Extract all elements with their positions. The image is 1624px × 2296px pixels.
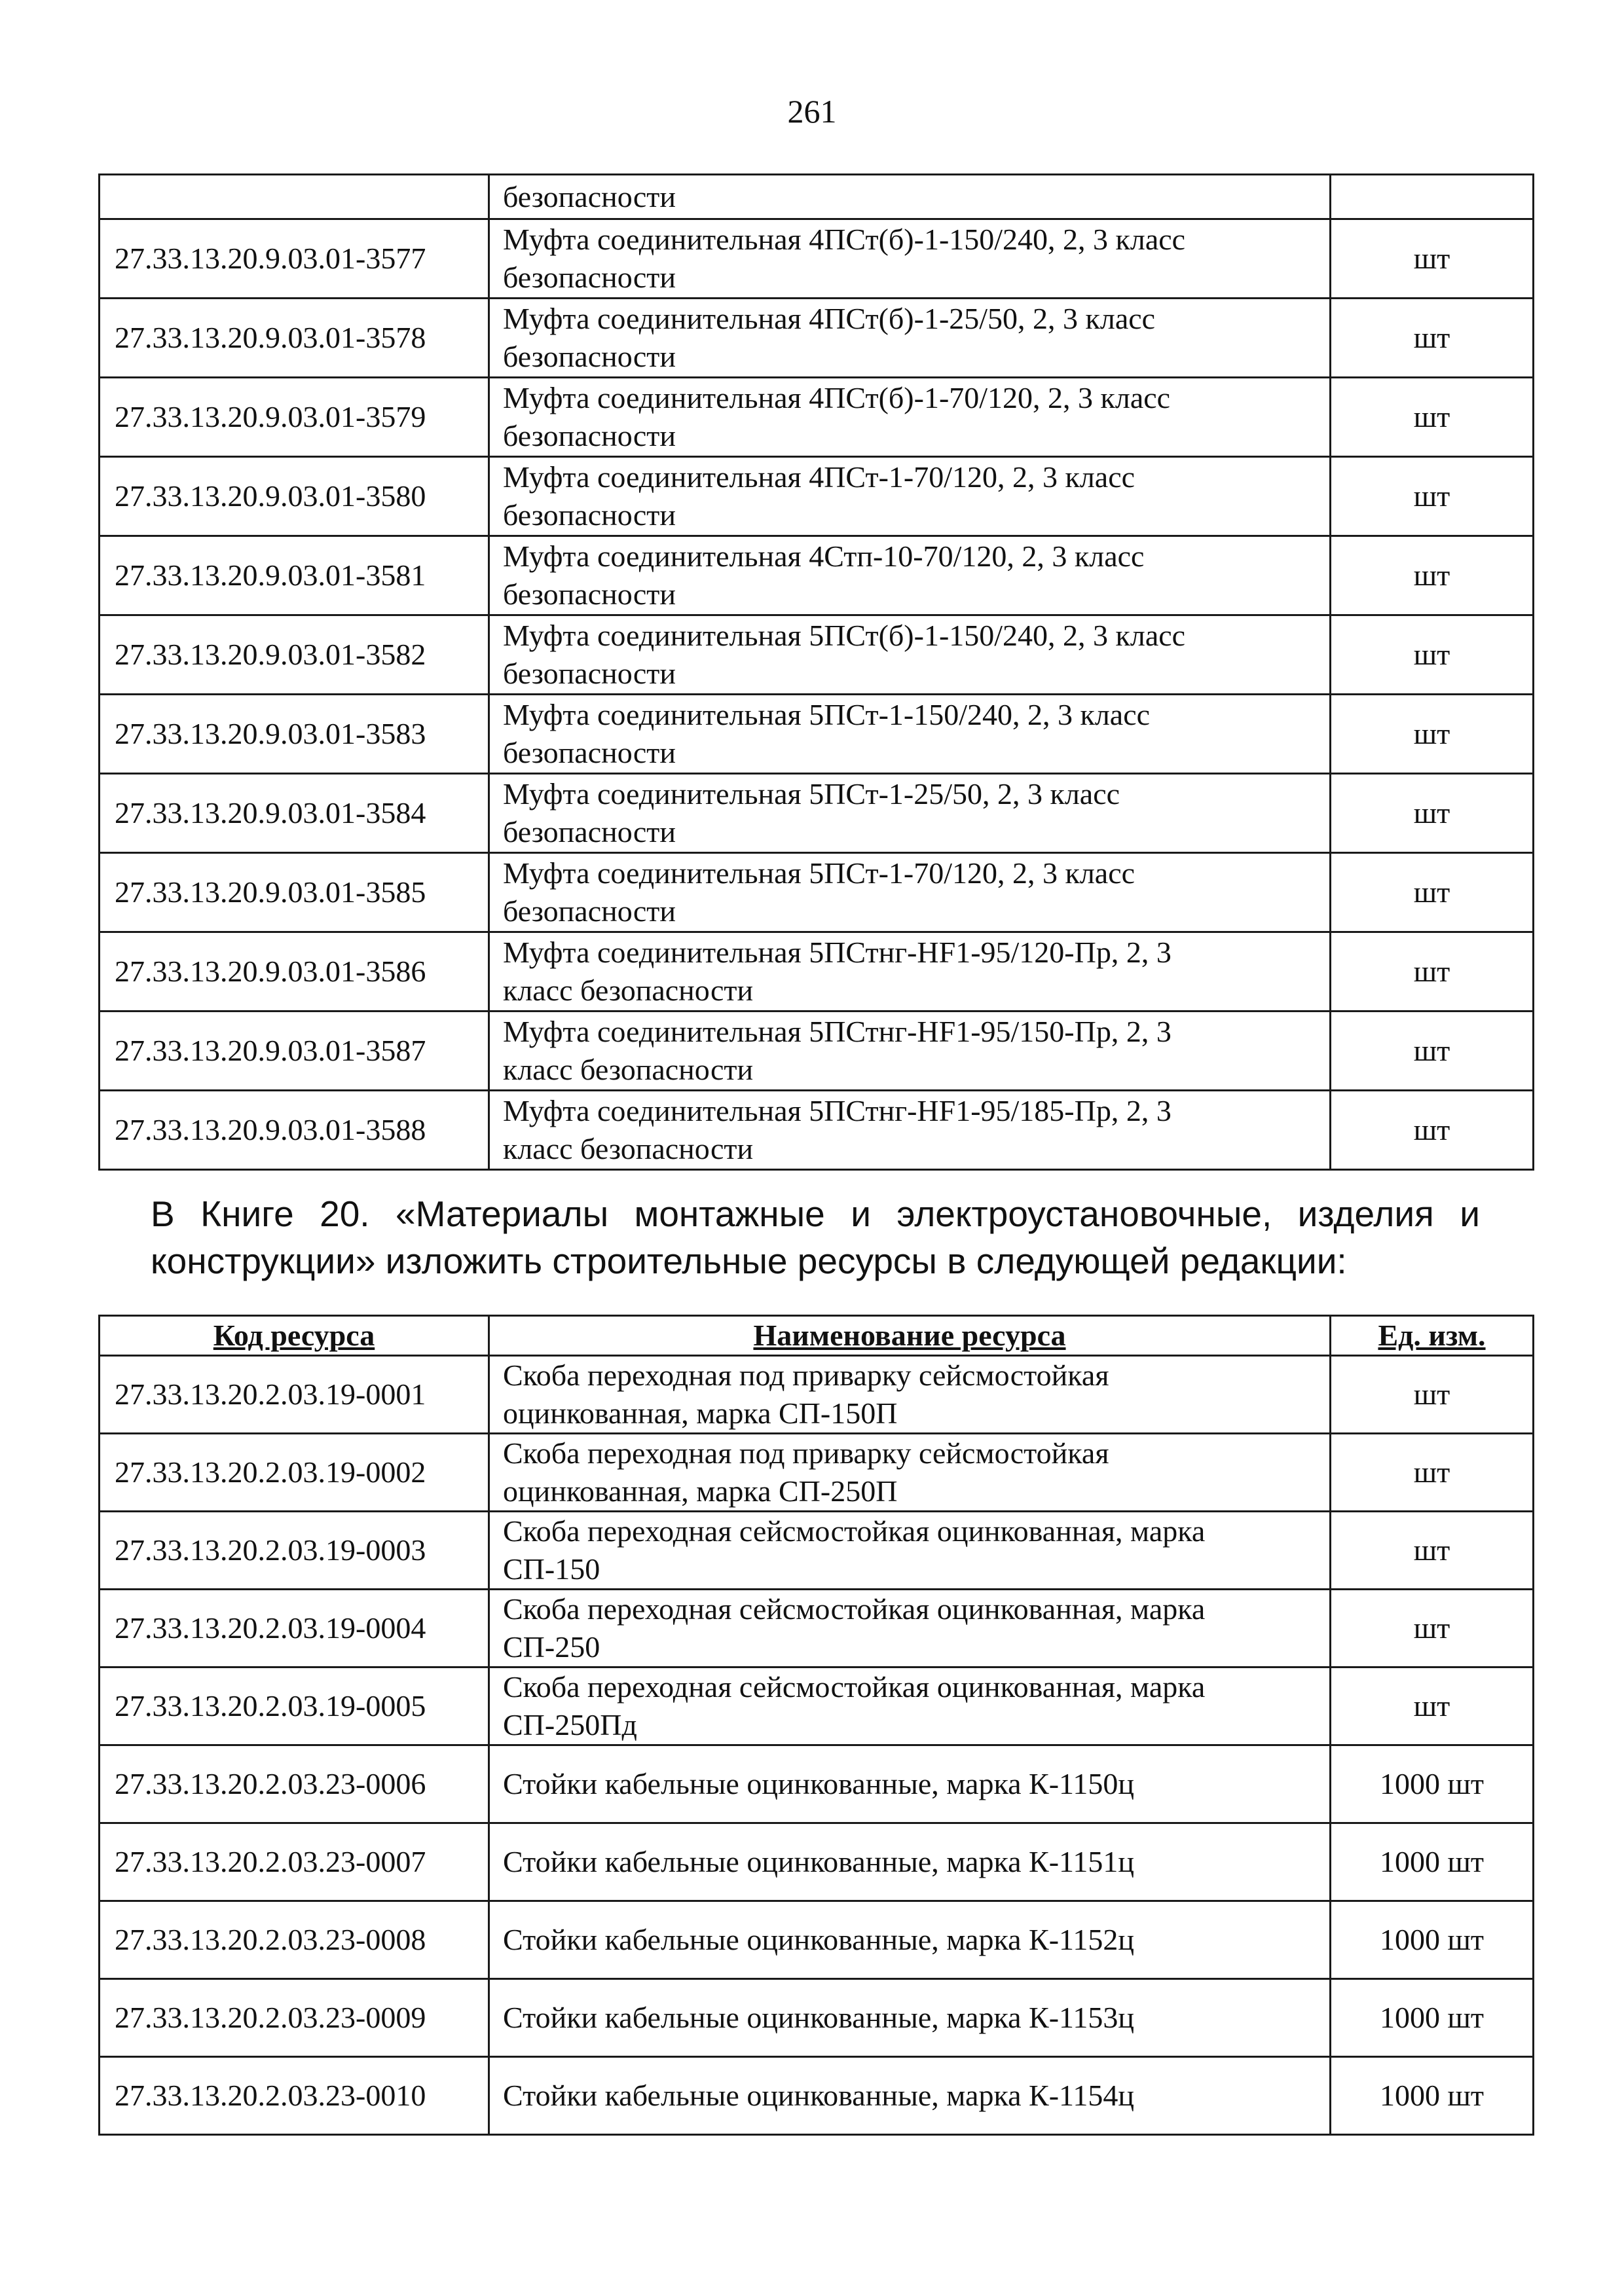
resource-unit-cell: шт (1331, 536, 1534, 615)
resources-table-continued (98, 173, 1534, 1171)
column-header-code: Код ресурса (100, 1316, 489, 1356)
table-row (100, 853, 1534, 932)
resource-code-cell: 27.33.13.20.9.03.01-3586 (100, 932, 489, 1011)
resource-name-line: безопасности (503, 577, 676, 611)
resource-unit-cell: шт (1331, 378, 1534, 457)
resource-code-cell: 27.33.13.20.2.03.23-0009 (100, 1979, 489, 2057)
resource-code-cell: 27.33.13.20.2.03.19-0002 (100, 1434, 489, 1512)
resource-code-cell: 27.33.13.20.2.03.19-0003 (100, 1512, 489, 1590)
resource-unit-cell (1331, 175, 1534, 219)
table-row (100, 1011, 1534, 1091)
resource-name-line: Муфта соединительная 4ПСт(б)-1-25/50, 2, 3 класс (503, 302, 1156, 335)
resource-name-cell (489, 774, 1331, 853)
resource-name-line: класс безопасности (503, 974, 754, 1007)
table-header-row (100, 1316, 1534, 1356)
resource-unit-cell: 1000 шт (1331, 2057, 1534, 2135)
resource-unit-cell: шт (1331, 1091, 1534, 1170)
resource-unit-cell: шт (1331, 1512, 1534, 1590)
resource-code-cell: 27.33.13.20.9.03.01-3577 (100, 219, 489, 299)
resource-name-cell (489, 536, 1331, 615)
resource-code-cell: 27.33.13.20.9.03.01-3585 (100, 853, 489, 932)
resource-name-line: безопасности (503, 657, 676, 690)
resource-name-cell (489, 299, 1331, 378)
resource-name-cell (489, 1434, 1331, 1512)
table-row (100, 1979, 1534, 2057)
resource-name-cell (489, 1667, 1331, 1745)
column-header-name: Наименование ресурса (489, 1316, 1331, 1356)
table-row (100, 457, 1534, 536)
resource-name-cell (489, 615, 1331, 695)
resource-name-line: Муфта соединительная 5ПСтнг-HF1-95/150-Пр, 2, 3 (503, 1015, 1172, 1048)
resource-code-cell: 27.33.13.20.9.03.01-3581 (100, 536, 489, 615)
resource-code-cell: 27.33.13.20.2.03.23-0006 (100, 1745, 489, 1823)
resource-code-cell: 27.33.13.20.9.03.01-3582 (100, 615, 489, 695)
resource-code-cell: 27.33.13.20.2.03.19-0001 (100, 1356, 489, 1434)
resource-name-cell: Стойки кабельные оцинкованные, марка К-1154ц (489, 2057, 1331, 2135)
table-row (100, 536, 1534, 615)
table-row (100, 299, 1534, 378)
resource-unit-cell: шт (1331, 1011, 1534, 1091)
resource-name-line: безопасности (503, 261, 676, 294)
resource-name-cell: Стойки кабельные оцинкованные, марка К-1152ц (489, 1901, 1331, 1979)
resource-unit-cell: шт (1331, 932, 1534, 1011)
resource-code-cell: 27.33.13.20.2.03.19-0004 (100, 1590, 489, 1667)
resource-name-line: безопасности (503, 340, 676, 373)
resource-name-line: СП-150 (503, 1552, 600, 1586)
table-row (100, 2057, 1534, 2135)
column-header-unit: Ед. изм. (1331, 1316, 1534, 1356)
resource-name-cell (489, 457, 1331, 536)
resource-unit-cell: шт (1331, 853, 1534, 932)
table-row (100, 1745, 1534, 1823)
resource-name-line: Муфта соединительная 5ПСт-1-150/240, 2, 3 класс (503, 698, 1151, 731)
table-row (100, 219, 1534, 299)
resource-code-cell: 27.33.13.20.2.03.23-0007 (100, 1823, 489, 1901)
table-row (100, 1667, 1534, 1745)
resource-name-line: безопасности (503, 736, 676, 769)
resource-name-line: Муфта соединительная 5ПСт-1-25/50, 2, 3 класс (503, 777, 1120, 811)
resource-code-cell: 27.33.13.20.2.03.23-0008 (100, 1901, 489, 1979)
resource-unit-cell: шт (1331, 299, 1534, 378)
resource-name-cell (489, 1011, 1331, 1091)
resource-name-cell (489, 695, 1331, 774)
resource-code-cell: 27.33.13.20.2.03.19-0005 (100, 1667, 489, 1745)
resource-name-line: СП-250 (503, 1630, 600, 1664)
resource-name-line: оцинкованная, марка СП-250П (503, 1474, 898, 1508)
resource-code-cell (100, 175, 489, 219)
resource-unit-cell: 1000 шт (1331, 1745, 1534, 1823)
resource-unit-cell: шт (1331, 1356, 1534, 1434)
resource-unit-cell: 1000 шт (1331, 1823, 1534, 1901)
resource-name-cell (489, 1590, 1331, 1667)
resource-name-cell: Стойки кабельные оцинкованные, марка К-1153ц (489, 1979, 1331, 2057)
resource-name-line: Муфта соединительная 5ПСт-1-70/120, 2, 3 класс (503, 856, 1135, 890)
resource-name-line: Муфта соединительная 4ПСт(б)-1-70/120, 2, 3 класс (503, 381, 1171, 414)
resource-unit-cell: шт (1331, 219, 1534, 299)
resource-name-cell (489, 932, 1331, 1011)
resource-name-cell: Стойки кабельные оцинкованные, марка К-1151ц (489, 1823, 1331, 1901)
resource-name-line: безопасности (503, 419, 676, 452)
resources-table-book20 (98, 1315, 1534, 2136)
table-row (100, 695, 1534, 774)
resource-unit-cell: шт (1331, 1667, 1534, 1745)
resource-code-cell: 27.33.13.20.9.03.01-3579 (100, 378, 489, 457)
table-row (100, 1823, 1534, 1901)
resource-name-line: оцинкованная, марка СП-150П (503, 1396, 898, 1430)
resource-name-line: Скоба переходная сейсмостойкая оцинкованная, марка (503, 1670, 1206, 1704)
resource-unit-cell: шт (1331, 615, 1534, 695)
resource-name-cell (489, 378, 1331, 457)
resource-name-cell (489, 1512, 1331, 1590)
resource-name-line: класс безопасности (503, 1132, 754, 1165)
resource-name-line: Скоба переходная под приварку сейсмостойкая (503, 1436, 1109, 1470)
page-number: 261 (787, 93, 837, 130)
resource-unit-cell: 1000 шт (1331, 1979, 1534, 2057)
resource-name-line: СП-250Пд (503, 1708, 637, 1741)
resource-name-line: безопасности (503, 815, 676, 848)
table-row (100, 1512, 1534, 1590)
resource-name-cell: безопасности (489, 175, 1331, 219)
resource-name-cell (489, 219, 1331, 299)
resource-unit-cell: 1000 шт (1331, 1901, 1534, 1979)
resource-unit-cell: шт (1331, 1434, 1534, 1512)
table-row (100, 615, 1534, 695)
resource-name-line: Скоба переходная под приварку сейсмостойкая (503, 1358, 1109, 1392)
resource-code-cell: 27.33.13.20.9.03.01-3587 (100, 1011, 489, 1091)
resource-code-cell: 27.33.13.20.9.03.01-3580 (100, 457, 489, 536)
table-row (100, 1901, 1534, 1979)
resource-code-cell: 27.33.13.20.9.03.01-3588 (100, 1091, 489, 1170)
table-row (100, 1091, 1534, 1170)
table-row (100, 774, 1534, 853)
table-row (100, 1434, 1534, 1512)
resource-name-line: Муфта соединительная 4ПСт(б)-1-150/240, 2, 3 класс (503, 223, 1186, 256)
resource-name-line: класс безопасности (503, 1053, 754, 1086)
resource-unit-cell: шт (1331, 774, 1534, 853)
table-row (100, 1356, 1534, 1434)
resource-name-line: Муфта соединительная 4ПСт-1-70/120, 2, 3 класс (503, 460, 1135, 494)
intro-paragraph: В Книге 20. «Материалы монтажные и электроустановочные, изделия и конструкции» изложить строительные ресурсы в следующей редакции: (151, 1194, 1480, 1281)
resource-name-line: Скоба переходная сейсмостойкая оцинкованная, марка (503, 1592, 1206, 1626)
resource-name-cell (489, 1356, 1331, 1434)
resource-name-line: Муфта соединительная 5ПСтнг-HF1-95/185-Пр, 2, 3 (503, 1094, 1172, 1127)
table-row (100, 1590, 1534, 1667)
resource-unit-cell: шт (1331, 695, 1534, 774)
table-row-continuation (100, 175, 1534, 219)
resource-name-line: безопасности (503, 498, 676, 532)
resource-name-line: Муфта соединительная 4Стп-10-70/120, 2, 3 класс (503, 539, 1145, 573)
resource-name-line: Муфта соединительная 5ПСт(б)-1-150/240, 2, 3 класс (503, 619, 1186, 652)
resource-unit-cell: шт (1331, 1590, 1534, 1667)
resource-name-cell: Стойки кабельные оцинкованные, марка К-1150ц (489, 1745, 1331, 1823)
resource-name-cell (489, 1091, 1331, 1170)
resource-unit-cell: шт (1331, 457, 1534, 536)
table-row (100, 378, 1534, 457)
resource-code-cell: 27.33.13.20.2.03.23-0010 (100, 2057, 489, 2135)
resource-name-line: Муфта соединительная 5ПСтнг-HF1-95/120-Пр, 2, 3 (503, 936, 1172, 969)
resource-name-line: Скоба переходная сейсмостойкая оцинкованная, марка (503, 1514, 1206, 1548)
resource-name-cell (489, 853, 1331, 932)
table-row (100, 932, 1534, 1011)
resource-code-cell: 27.33.13.20.9.03.01-3584 (100, 774, 489, 853)
resource-code-cell: 27.33.13.20.9.03.01-3578 (100, 299, 489, 378)
resource-name-line: безопасности (503, 894, 676, 928)
resource-code-cell: 27.33.13.20.9.03.01-3583 (100, 695, 489, 774)
